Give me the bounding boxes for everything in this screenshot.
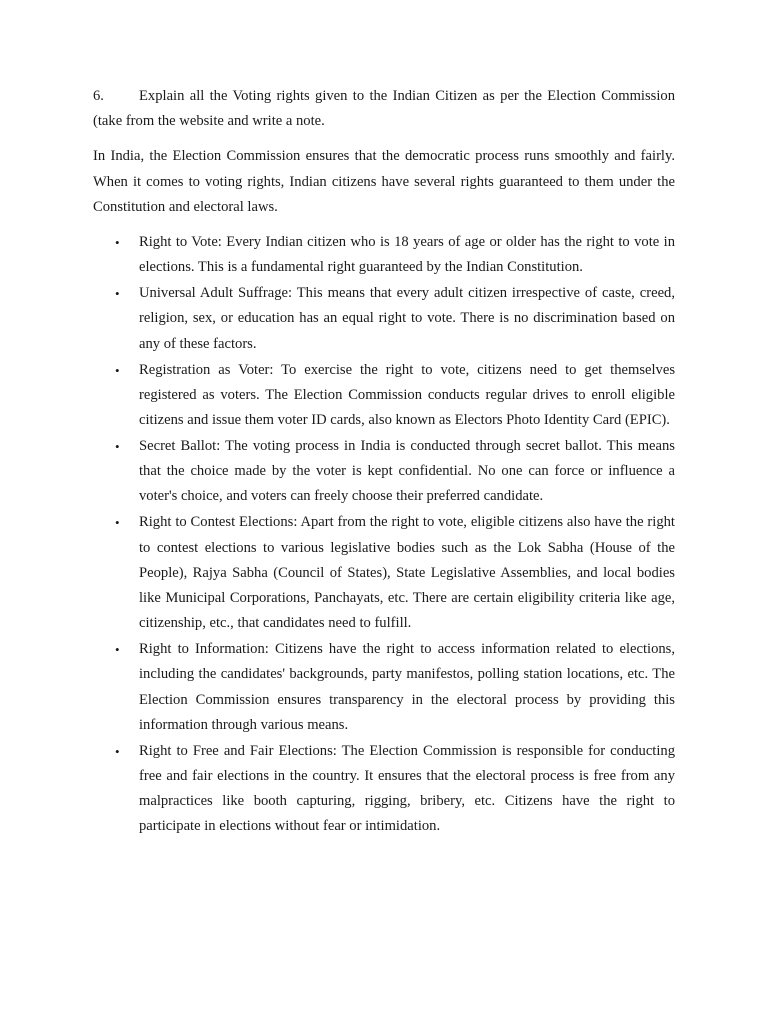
- list-item-text: Right to Vote: Every Indian citizen who is 18 years of age or older has the right to vote in elections. This is a fundamental right guaranteed by the Indian Constitution.: [139, 234, 675, 276]
- list-item-universal-adult-suffrage: [93, 281, 675, 357]
- list-item-text: Right to Information: Citizens have the right to access information related to elections, including the candidates' backgrounds, party manifestos, polling station locations, etc. The Election Commission ensures transparency in the electoral process by providing this information through various means.: [139, 641, 675, 733]
- bullet-icon: •: [115, 362, 120, 378]
- document-page: [93, 84, 675, 840]
- list-item-text: Registration as Voter: To exercise the right to vote, citizens need to get themselves registered as voters. The Election Commission conducts regular drives to enroll eligible citizens and issue them voter ID cards, also known as Electors Photo Identity Card (EPIC).: [139, 361, 675, 429]
- list-item-text: Right to Contest Elections: Apart from the right to vote, eligible citizens also have the right to contest elections to various legislative bodies such as the Lok Sabha (House of the People), Rajya Sabha (Council of States), State Legislative Assemblies, and local bodies like Municipal Corporations, Panchayats, etc. There are certain eligibility criteria like age, citizenship, etc., that candidates need to fulfill.: [139, 514, 675, 632]
- bullet-icon: •: [115, 515, 120, 531]
- voting-rights-list: [93, 230, 675, 840]
- bullet-icon: •: [115, 286, 120, 302]
- list-item-right-to-free-and-fair-elections: [93, 739, 675, 840]
- list-item-text: Secret Ballot: The voting process in India is conducted through secret ballot. This means that the choice made by the voter is kept confidential. No one can force or influence a voter's choice, and voters can freely choose their preferred candidate.: [139, 438, 675, 505]
- list-item-right-to-vote: [93, 230, 675, 280]
- list-item-registration-as-voter: [93, 358, 675, 434]
- list-item-text: Right to Free and Fair Elections: The Election Commission is responsible for conducting free and fair elections in the country. It ensures that the electoral process is free from any malpractices like booth capturing, rigging, bribery, etc. Citizens have the right to participate in elections without fear or intimidation.: [139, 742, 675, 835]
- list-item-right-to-information: [93, 637, 675, 738]
- bullet-icon: •: [115, 439, 120, 455]
- list-item-right-to-contest-elections: [93, 510, 675, 636]
- list-item-secret-ballot: [93, 434, 675, 510]
- bullet-icon: •: [115, 235, 120, 251]
- intro-paragraph: In India, the Election Commission ensures that the democratic process runs smoothly and fairly. When it comes to voting rights, Indian citizens have several rights guaranteed to them under the Constitution and electoral laws.: [93, 148, 675, 215]
- list-item-text: Universal Adult Suffrage: This means that every adult citizen irrespective of caste, creed, religion, sex, or education has an equal right to vote. There is no discrimination based on any of these factors.: [139, 285, 675, 352]
- question-number: 6.: [93, 88, 104, 104]
- bullet-icon: •: [115, 743, 120, 759]
- question-text: Explain all the Voting rights given to the Indian Citizen as per the Election Commission (take from the website and write a note.: [93, 88, 675, 130]
- question-block: [93, 84, 675, 134]
- bullet-icon: •: [115, 642, 120, 658]
